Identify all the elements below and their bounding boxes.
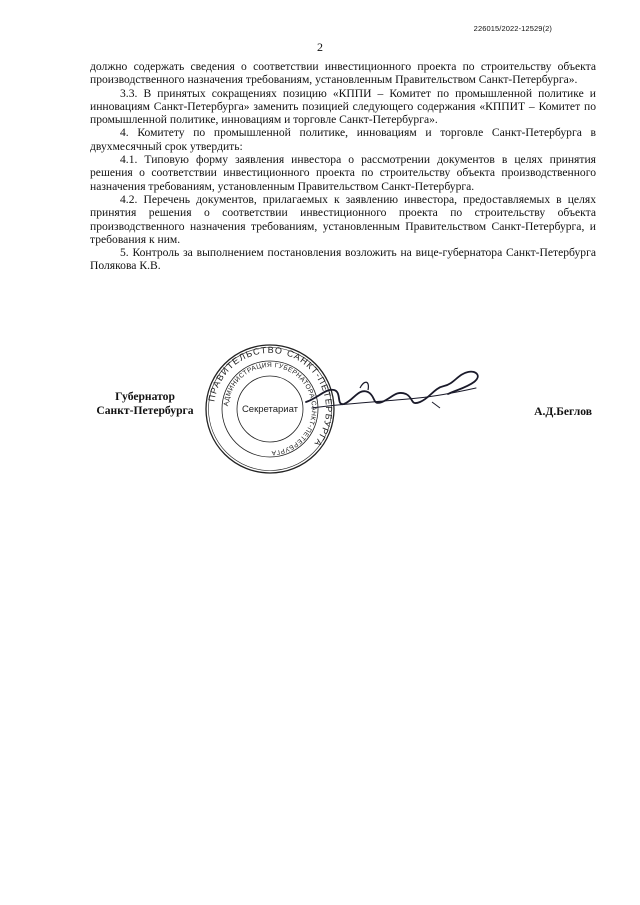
signature-title-line2: Санкт-Петербурга [96, 404, 194, 417]
signature-title-line1: Губернатор [115, 390, 175, 403]
seal-center-text: Секретариат [241, 404, 299, 415]
seal-inner-text: АДМИНИСТРАЦИЯ ГУБЕРНАТОРА САНКТ-ПЕТЕРБУРГА [223, 361, 318, 457]
paragraph-5: 5. Контроль за выполнением постановления возложить на вице-губернатора Санкт-Петербурга Полякова К.В. [90, 246, 596, 273]
signature-title [90, 390, 200, 418]
paragraph-4-2: 4.2. Перечень документов, прилагаемых к заявлению инвестора, предоставляемых в целях принятия решения о соответствии инвестиционного проекта по строительству объекта производственного назначения требованиям, установленным Правительством Санкт-Петербурга, и требования к ним. [90, 192, 596, 246]
seal-outer-text: ПРАВИТЕЛЬСТВО САНКТ-ПЕТЕРБУРГА [206, 344, 335, 449]
handwritten-signature [298, 358, 498, 428]
document-body [90, 60, 596, 273]
page-number: 2 [317, 40, 323, 54]
document-id: 226015/2022-12529(2) [473, 24, 552, 33]
paragraph-continuation: должно содержать сведения о соответствии инвестиционного проекта по строительству объекта производственного назначения требованиям, установленным Правительством Санкт-Петербурга». [90, 60, 596, 87]
signatory-name: А.Д.Беглов [534, 405, 592, 418]
paragraph-3-3: 3.3. В принятых сокращениях позицию «КППИ – Комитет по промышленной политике и инновациям Санкт-Петербурга» заменить позицией следующего содержания «КППИТ – Комитет по промышленной политике, инновациям и торговле Санкт-Петербурга». [90, 86, 596, 127]
paragraph-4-1: 4.1. Типовую форму заявления инвестора о рассмотрении документов в целях принятия решения о соответствии инвестиционного проекта по строительству объекта производственного назначения требованиям, установленным Правительством Санкт-Петербурга. [90, 153, 596, 193]
paragraph-4: 4. Комитету по промышленной политике, инновациям и торговле Санкт-Петербурга в двухмесячный срок утвердить: [90, 126, 596, 153]
